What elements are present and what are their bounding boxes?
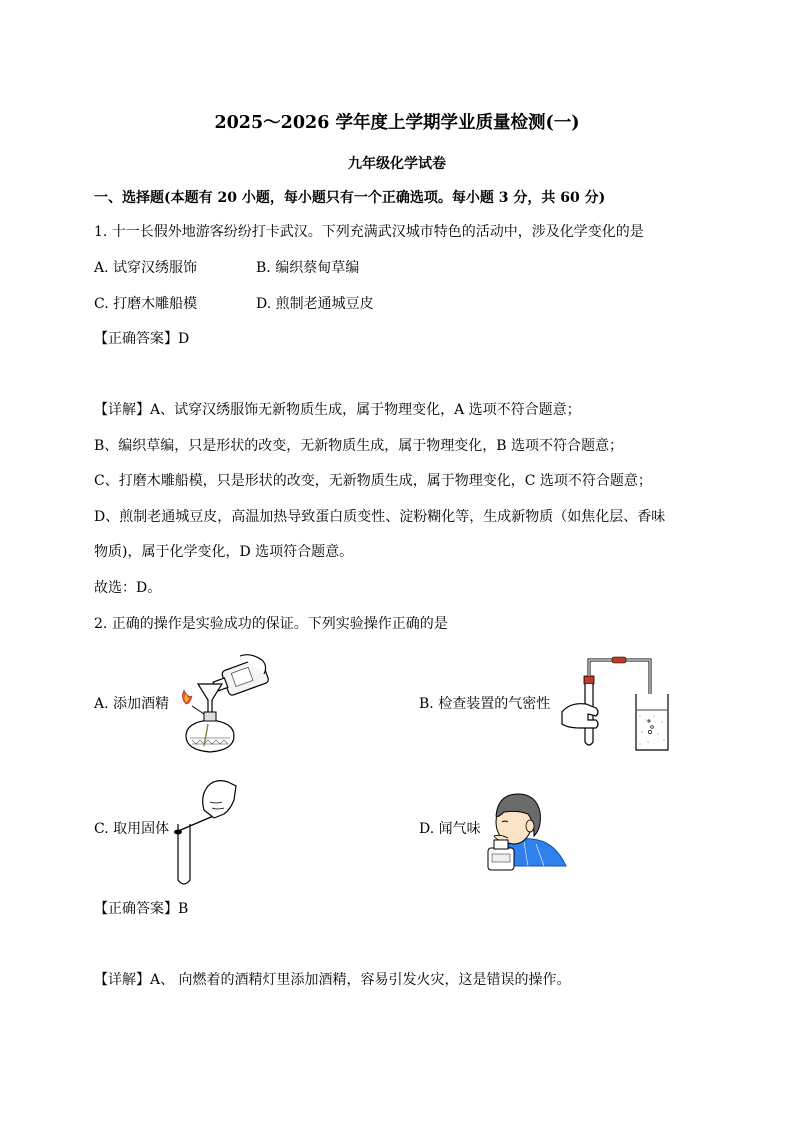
q1-explanation-line: 物质)，属于化学变化，D 选项符合题意。 [94,544,354,560]
q2-option-d: D. 闻气味 [419,821,481,837]
q1-option-a: A. 试穿汉绣服饰 [94,260,198,276]
q2-option-b: B. 检查装置的气密性 [419,696,551,712]
q1-option-b: B. 编织蔡甸草编 [256,260,360,276]
question-1-stem: 1. 十一长假外地游客纷纷打卡武汉。下列充满武汉城市特色的活动中，涉及化学变化的是 [94,224,644,240]
q2-option-a: A. 添加酒精 [94,696,170,712]
smelling-gas-figure [484,782,570,874]
q1-explanation-line: D、煎制老通城豆皮，高温加热导致蛋白质变性、淀粉糊化等，生成新物质（如焦化层、香味 [94,509,666,525]
q1-explanation-line: 【详解】A、试穿汉绣服饰无新物质生成，属于物理变化，A 选项不符合题意； [94,402,581,418]
question-2-stem: 2. 正确的操作是实验成功的保证。下列实验操作正确的是 [94,616,448,632]
solid-sampling-figure [170,772,240,888]
q1-option-d: D. 煎制老通城豆皮 [256,296,374,312]
section-heading: 一、选择题(本题有 20 小题，每小题只有一个正确选项。每小题 3 分，共 60 分) [94,190,606,206]
q1-explanation-line: C、打磨木雕船模，只是形状的改变，无新物质生成，属于物理变化，C 选项不符合题意； [94,473,652,489]
q1-explanation-line: B、编织草编，只是形状的改变，无新物质生成，属于物理变化，B 选项不符合题意； [94,438,624,454]
exam-title: 2025～2026 学年度上学期学业质量检测(一) [214,113,580,133]
q1-explanation-line: 故选：D。 [94,580,162,596]
q1-answer: 【正确答案】D [94,331,190,347]
q2-answer: 【正确答案】B [94,901,189,917]
exam-subtitle: 九年级化学试卷 [348,156,446,172]
q1-option-c: C. 打磨木雕船模 [94,296,198,312]
alcohol-lamp-figure [170,654,275,759]
airtightness-check-figure [552,654,670,754]
q2-option-c: C. 取用固体 [94,821,170,837]
q2-explanation-line: 【详解】A、 向燃着的酒精灯里添加酒精，容易引发火灾，这是错误的操作。 [94,972,571,988]
